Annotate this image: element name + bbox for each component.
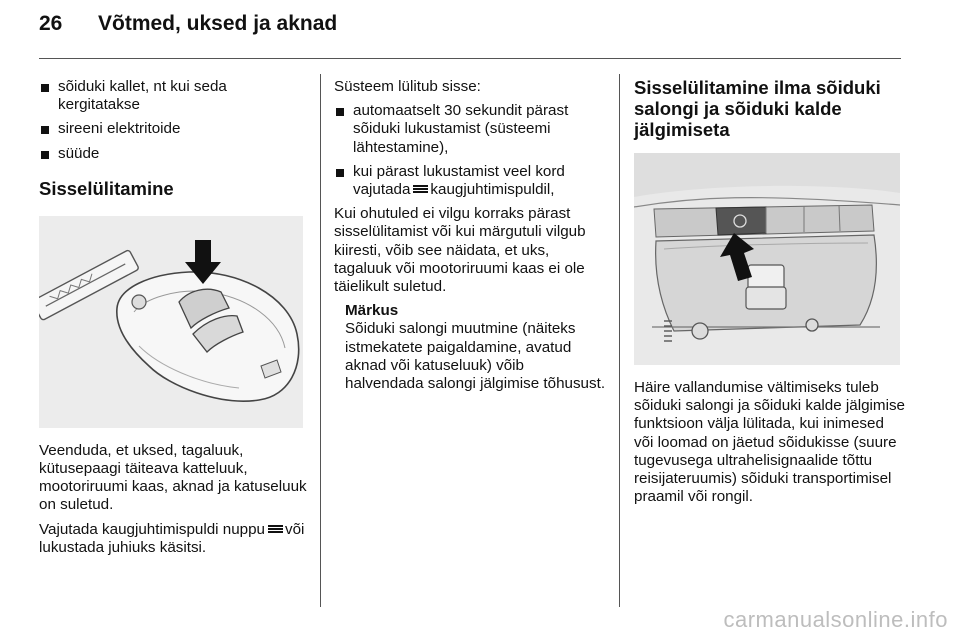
watermark: carmanualsonline.info: [723, 607, 948, 632]
column-divider-2: [619, 74, 620, 607]
text-run: kui pärast lukustamist veel kord vajutada: [353, 162, 565, 199]
section-heading: Sisselülitamine ilma sõiduki salongi ja sõiduki kalde jälgimiseta: [634, 77, 881, 140]
column-1: [39, 62, 307, 563]
header-divider: [39, 58, 901, 59]
paragraph: [39, 521, 307, 557]
paragraph: Kui ohutuled ei vilgu korraks pärast sisselülitamist või kui märgutuli vilgub kiiresti, võib see näidata, et uks, tagaluuk või mootoriruumi kaas ei ole täielikult suletud.: [334, 205, 586, 296]
lock-symbol-icon: [268, 525, 283, 533]
page-title: Võtmed, uksed ja aknad: [98, 12, 338, 35]
list-item: süüde: [39, 145, 307, 163]
list-item: [334, 163, 606, 199]
column-divider-1: [320, 74, 321, 607]
page-number: 26: [39, 12, 63, 35]
section-heading: Sisselülitamine: [39, 177, 174, 199]
text-run: Vajutada kaugjuhtimispuldi nuppu: [39, 520, 266, 538]
interior-monitor-button: [716, 207, 766, 235]
column-3: [634, 62, 906, 512]
note-label: Märkus: [345, 302, 399, 320]
paragraph: Häire vallandumise vältimiseks tuleb sõiduki salongi ja sõiduki kalde jälgimise funktsioon välja lülitada, kui inimesed või loomad on jäetud sõidukisse (suure tugevusega ultrahelisignaalide tõttu reisijateruumis) sõiduki transportimisel praamil või rongil.: [634, 379, 905, 506]
list-item: sõiduki kallet, nt kui seda kergitatakse: [39, 78, 307, 114]
lock-symbol-icon: [413, 185, 428, 193]
list-item: automaatselt 30 sekundit pärast sõiduki lukustamist (süsteemi lähtestamine),: [334, 102, 606, 157]
intro-text: Süsteem lülitub sisse:: [334, 78, 481, 95]
note-box: [334, 302, 606, 393]
column-2: [334, 62, 606, 393]
text-run: kaugjuhtimispuldil,: [430, 181, 555, 199]
key-fob-figure: [39, 216, 303, 428]
note-text: Sõiduki salongi muutmine (näiteks istmekatete paigaldamine, avatud aknad või katuseluuk) võib halvendada salongi jälgimise tõhusust.: [345, 320, 606, 393]
overhead-console-figure: [634, 153, 900, 365]
text-run: või lukustada juhiuks käsitsi.: [39, 520, 305, 556]
bullet-list: [39, 78, 307, 163]
list-item: sireeni elektritoide: [39, 120, 307, 138]
paragraph: Veenduda, et uksed, tagaluuk, kütusepaagi täiteava katteluuk, mootoriruumi kaas, aknad ja katuseluuk on suletud.: [39, 441, 307, 514]
bullet-list: [334, 102, 606, 199]
